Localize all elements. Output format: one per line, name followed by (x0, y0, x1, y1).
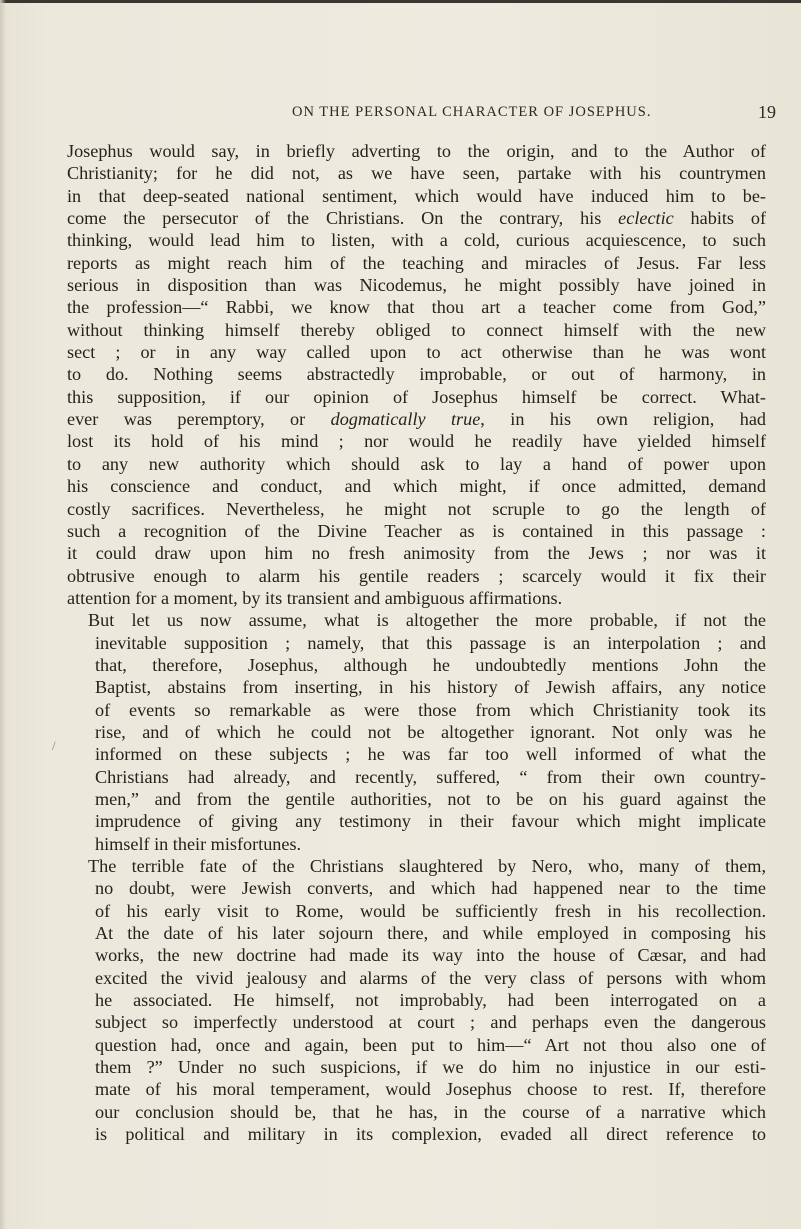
text-line: rise, and of which he could not be altogether ignorant. Not only was he (95, 721, 766, 742)
text-line: sect ; or in any way called upon to act otherwise than he was wont (67, 342, 766, 363)
text-line: obtrusive enough to alarm his gentile readers ; scarcely would it fix their (67, 565, 766, 586)
margin-mark: / (52, 738, 56, 753)
text-line: reports as might reach him of the teaching and miracles of Jesus. Far less (67, 252, 766, 273)
text-line: of his early visit to Rome, would be sufficiently fresh in his recollection. (95, 900, 766, 921)
text-line: works, the new doctrine had made its way into the house of Cæsar, and had (95, 945, 766, 966)
text-line: without thinking himself thereby obliged to connect himself with the new (67, 319, 766, 340)
text-line: Baptist, abstains from inserting, in his history of Jewish affairs, any notice (95, 677, 766, 698)
body-text (67, 140, 766, 1145)
text-line: no doubt, were Jewish converts, and which had happened near to the time (95, 878, 766, 899)
paragraph-3 (67, 855, 766, 1145)
text-line: Christians had already, and recently, suffered, “ from their own country- (95, 766, 766, 787)
text-line: The terrible fate of the Christians slaughtered by Nero, who, many of them, (88, 856, 766, 876)
text-line: lost its hold of his mind ; nor would he readily have yielded himself (67, 431, 766, 452)
text-line: imprudence of giving any testimony in their favour which might implicate (95, 811, 766, 832)
text-line: Christianity; for he did not, as we have seen, partake with his countrymen (67, 163, 766, 184)
text-line: costly sacrifices. Nevertheless, he might not scruple to go the length of (67, 498, 766, 519)
text-line: Josephus would say, in briefly adverting to the origin, and to the Author of (67, 141, 766, 161)
italic-term: eclectic (618, 208, 674, 229)
running-head: ON THE PERSONAL CHARACTER OF JOSEPHUS. (292, 104, 652, 120)
text-line: excited the vivid jealousy and alarms of the very class of persons with whom (95, 967, 766, 988)
italic-term: dogmatically true (330, 409, 481, 430)
text-fragment: come the persecutor of the Christians. On the contrary, his (67, 208, 619, 229)
text-line: At the date of his later sojourn there, and while employed in composing his (95, 923, 766, 944)
text-line: his conscience and conduct, and which might, if once admitted, demand (67, 476, 766, 497)
text-line: it could draw upon him no fresh animosity from the Jews ; nor was it (67, 543, 766, 564)
text-line: attention for a moment, by its transient and ambiguous affirmations. (67, 587, 563, 608)
paragraph-2 (67, 609, 766, 855)
text-line: himself in their misfortunes. (95, 833, 302, 854)
text-line: in that deep-seated national sentiment, which would have induced him to be- (67, 185, 766, 206)
text-line: is political and military in its complexion, evaded all direct reference to (95, 1124, 766, 1145)
text-fragment: habits of (673, 208, 766, 229)
text-line: this supposition, if our opinion of Josephus himself be correct. What- (67, 386, 766, 407)
text-line: of events so remarkable as were those from which Christianity took its (95, 699, 766, 720)
text-line: serious in disposition than was Nicodemus, he might possibly have joined in (67, 275, 766, 296)
text-line: our conclusion should be, that he has, in the course of a narrative which (95, 1101, 766, 1122)
text-line: question had, once and again, been put to him—“ Art not thou also one of (95, 1034, 766, 1055)
page-header (40, 104, 780, 128)
text-line: them ?” Under no such suspicions, if we do him no injustice in our esti- (95, 1057, 766, 1078)
text-line (67, 408, 766, 430)
text-line: subject so imperfectly understood at court ; and perhaps even the dangerous (95, 1012, 766, 1033)
text-line: informed on these subjects ; he was far too well informed of what the (95, 744, 766, 765)
page-number: 19 (758, 102, 776, 122)
paragraph-1 (67, 140, 766, 609)
text-line: that, therefore, Josephus, although he undoubtedly mentions John the (95, 654, 766, 675)
text-fragment: , in his own religion, had (480, 409, 766, 430)
page-gutter-shadow (0, 0, 6, 1229)
text-line: to do. Nothing seems abstractedly improbable, or out of harmony, in (67, 364, 766, 385)
text-line: such a recognition of the Divine Teacher as is contained in this passage : (67, 520, 766, 541)
text-fragment: ever was peremptory, or (67, 409, 331, 430)
top-edge-rule (0, 0, 801, 3)
text-line: men,” and from the gentile authorities, not to be on his guard against the (95, 788, 766, 809)
text-line (67, 207, 766, 229)
text-line: But let us now assume, what is altogether the more probable, if not the (88, 610, 766, 631)
text-line: to any new authority which should ask to lay a hand of power upon (67, 453, 766, 474)
text-line: inevitable supposition ; namely, that this passage is an interpolation ; and (95, 632, 766, 653)
text-line: thinking, would lead him to listen, with a cold, curious acquiescence, to such (67, 230, 766, 251)
text-line: he associated. He himself, not improbably, had been interrogated on a (95, 990, 766, 1011)
text-line: the profession—“ Rabbi, we know that thou art a teacher come from God,” (67, 297, 766, 318)
text-line: mate of his moral temperament, would Josephus choose to rest. If, therefore (95, 1079, 766, 1100)
